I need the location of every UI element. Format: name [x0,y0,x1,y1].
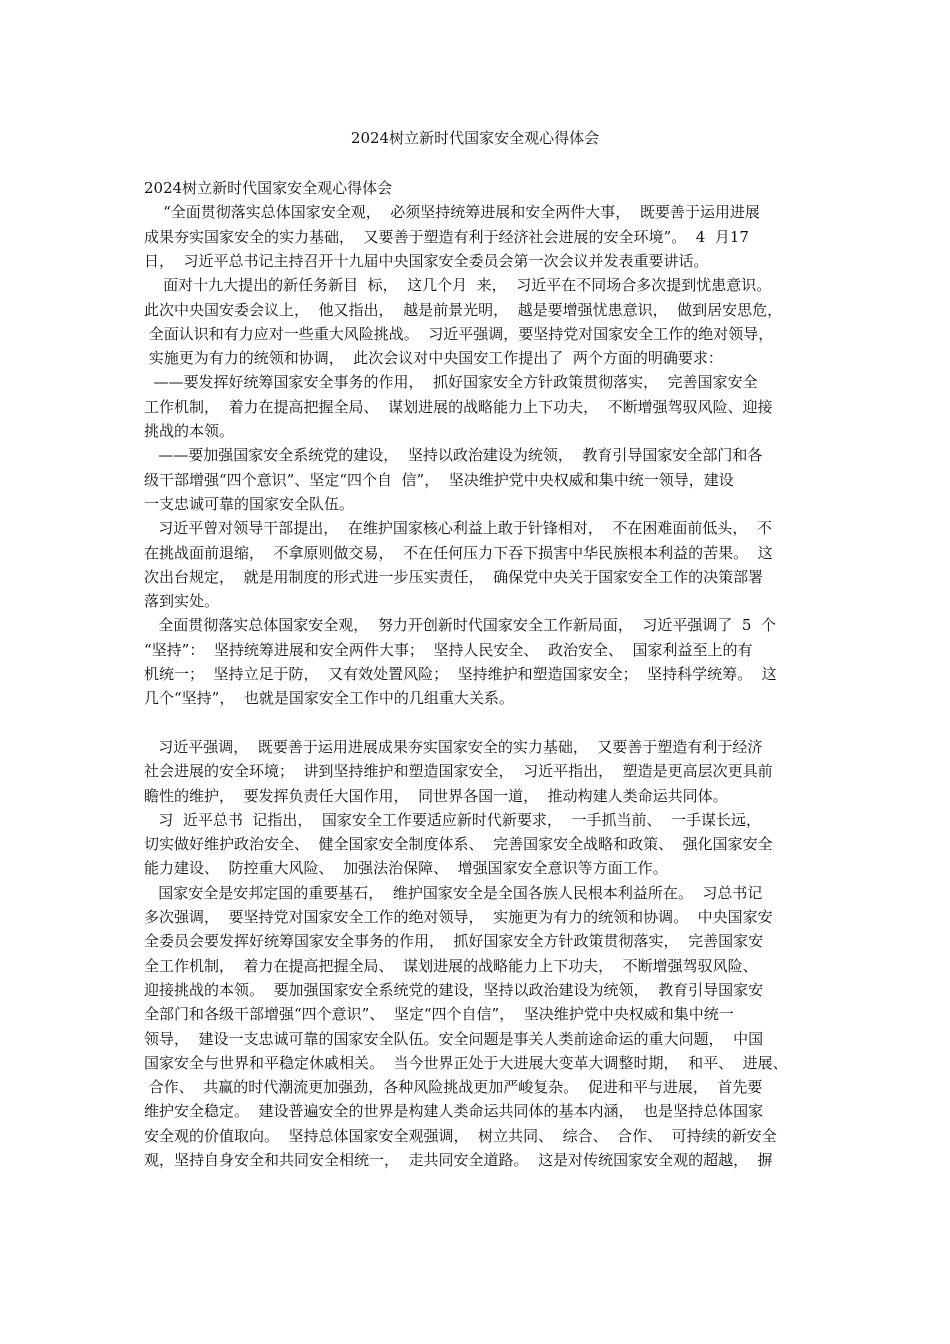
text-line: 面对十九大提出的新任务新目 标， 这几个月 来， 习近平在不同场合多次提到忧患意识。 [144,276,772,295]
text-line: 习 近平总书 记指出， 国家安全工作要适应新时代新要求， 一手抓当前、 一手谋长远， [144,810,761,829]
text-line: 习近平强调， 既要善于运用进展成果夯实国家安全的实力基础， 又要善于塑造有利于经济 [144,737,763,756]
text-line: 全部门和各级干部增强“四个意识”、 坚定“四个自信”， 坚决维护党中央权威和集中统一 [144,1005,734,1024]
text-line: 成果夯实国家安全的实力基础， 又要善于塑造有利于经济社会进展的安全环境”。 4 月17 [144,227,749,246]
text-line: 国家安全是安邦定国的重要基石， 维护国家安全是全国各族人民根本利益所在。 习总书记 [144,883,763,902]
text-line: 全工作机制， 着力在提高把握全局、 谋划进展的战略能力上下功夫， 不断增强驾驭风险、 [144,956,758,975]
text-line: 挑战的本领。 [144,422,235,440]
text-line: 次出台规定， 就是用制度的形式进一步压实责任， 确保党中央关于国家安全工作的决策部署 [144,567,764,586]
text-line: 级干部增强“四个意识”、坚定“四个自 信”， 坚决维护党中央权威和集中统一领导，建设 [144,470,734,489]
text-line: 安全观的价值取向。 坚持总体国家安全观强调， 树立共同、 综合、 合作、 可持续的新安全 [144,1126,777,1145]
text-line: ——要加强国家安全系统党的建设， 坚持以政治建设为统领， 教育引导国家安全部门和各 [144,446,763,465]
text-line: 能力建设、 防控重大风险、 加强法治保障、 增强国家安全意识等方面工作。 [144,859,668,878]
text-line: 维护安全稳定。 建设普遍安全的世界是构建人类命运共同体的基本内涵， 也是坚持总体国家 [144,1102,764,1121]
text-line: 几个“坚持”， 也就是国家安全工作中的几组重大关系。 [144,689,514,708]
text-line: 一支忠诚可靠的国家安全队伍。 [144,494,355,513]
text-line: 2024树立新时代国家安全观心得体会 [144,179,393,197]
text-line: 多次强调， 要坚持党对国家安全工作的绝对领导， 实施更为有力的统领和协调。 中央国家安 [144,908,773,926]
text-line: 合作、 共赢的时代潮流更加强劲，各种风险挑战更加严峻复杂。 促进和平与进展， 首先要 [144,1078,763,1097]
text-line: 全面贯彻落实总体国家安全观， 努力开创新时代国家安全工作新局面， 习近平强调了 5 个 [144,616,776,635]
page-title: 2024树立新时代国家安全观心得体会 [350,129,600,147]
text-line: 此次中央国安委会议上， 他又指出， 越是前景光明， 越是要增强忧患意识， 做到居安思危， [144,300,783,319]
text-line: 国家安全与世界和平稳定休戚相关。 当今世界正处于大进展大变革大调整时期， 和平、 进展、 [144,1053,788,1072]
text-line: 落到实处。 [144,592,220,611]
text-line: 日， 习近平总书记主持召开十九届中央国家安全委员会第一次会议并发表重要讲话。 [144,251,709,270]
text-line: 全委员会要发挥好统筹国家安全事务的作用， 抓好国家安全方针政策贯彻落实， 完善国家安 [144,932,764,951]
text-line: 工作机制， 着力在提高把握全局、 谋划进展的战略能力上下功夫， 不断增强驾驭风险、迎接 [144,397,773,416]
text-line: ——要发挥好统筹国家安全事务的作用， 抓好国家安全方针政策贯彻落实， 完善国家安全 [144,373,758,392]
text-line: 观，坚持自身安全和共同安全相统一， 走共同安全道路。 这是对传统国家安全观的超越， 摒 [144,1151,773,1169]
text-line: 迎接挑战的本领。 要加强国家安全系统党的建设，坚持以政治建设为统领， 教育引导国家安 [144,980,764,999]
text-line: 在挑战面前退缩， 不拿原则做交易， 不在任何压力下吞下损害中华民族根本利益的苦果。 这 [144,543,773,562]
text-line: 社会进展的安全环境； 讲到坚持维护和塑造国家安全， 习近平指出， 塑造是更高层次更具前 [144,762,773,781]
text-line: 实施更为有力的统领和协调， 此次会议对中央国安工作提出了 两个方面的明确要求： [144,349,723,368]
text-line: “坚持”： 坚持统筹进展和安全两件大事； 坚持人民安全、 政治安全、 国家利益至上的有 [144,640,753,659]
text-line: 领导， 建设一支忠诚可靠的国家安全队伍。安全问题是事关人类前途命运的重大问题， 中国 [144,1029,764,1048]
text-line: 瞻性的维护， 要发挥负责任大国作用， 同世界各国一道， 推动构建人类命运共同体。 [144,786,728,805]
text-line: 机统一； 坚持立足于防， 又有效处置风险； 坚持维护和塑造国家安全； 坚持科学统筹。 这 [144,665,777,683]
text-line: 切实做好维护政治安全、 健全国家安全制度体系、 完善国家安全战略和政策、 强化国家安全 [144,835,773,854]
text-line: 习近平曾对领导干部提出， 在维护国家核心利益上敢于针锋相对， 不在困难面前低头， 不 [144,519,772,538]
text-line: “全面贯彻落实总体国家安全观， 必须坚持统筹进展和安全两件大事， 既要善于运用进展 [144,203,760,222]
text-line: 全面认识和有力应对一些重大风险挑战。 习近平强调，要坚持党对国家安全工作的绝对领导， [144,324,774,343]
